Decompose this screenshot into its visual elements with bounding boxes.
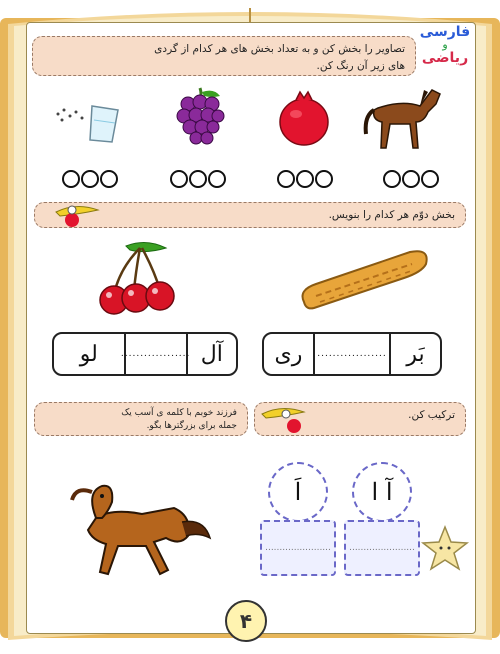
instruction-banner-1 [32,36,416,76]
instruction-1-line-1: تصاویر را بخش کن و به تعداد بخش های هر کدام از گردی [154,43,405,55]
syllable-first: آل [186,334,236,374]
circle[interactable] [296,170,314,188]
logo-math: ریاضی [421,50,469,66]
blank-answer-bread[interactable]: .................. [313,334,389,374]
instruction-3-left-line-1: فرزند خوبم با کلمه ی آسب یک [121,408,237,418]
circle[interactable] [383,170,401,188]
circle[interactable] [62,170,80,188]
circle[interactable] [100,170,118,188]
instruction-3-left-line-2: جمله برای بزرگترها بگو. [146,421,237,431]
circle[interactable] [277,170,295,188]
syllable-last: لو [79,341,98,367]
circle[interactable] [315,170,333,188]
running-horse-icon [62,478,212,586]
subject-logo [416,24,474,66]
letter-cloud-2: اَ [268,462,328,522]
circle[interactable] [170,170,188,188]
pencil-mascot-icon [256,402,308,436]
pomegranate-icon [276,88,332,148]
syllable-last: ری [274,341,303,367]
instruction-2-text: بخش دوّم هر کدام را بنویس. [328,209,455,221]
logo-farsi: فارسی [419,24,471,40]
syllable-first: بَر [389,334,440,374]
circles-pomegranate[interactable] [277,170,333,188]
answer-box-1[interactable]: ....................... [344,520,420,576]
pencil-mascot-icon [50,200,102,230]
instruction-3-right-text: ترکیب کن. [408,409,455,421]
blank-answer-cherry[interactable]: .................. [124,334,186,374]
instruction-1-line-2: های زیر آن رنگ کن. [316,60,405,72]
logo-and: و [442,38,448,51]
circles-horse[interactable] [383,170,439,188]
horse-icon [362,78,446,152]
circle[interactable] [189,170,207,188]
page-number: ۴ [225,600,267,642]
cherries-icon [90,238,190,318]
letter-cloud-1: آ ا [352,462,412,522]
circles-grapes[interactable] [170,170,226,188]
circles-glass[interactable] [62,170,118,188]
circle[interactable] [208,170,226,188]
barbari-bread-icon [294,246,434,316]
answer-box-2[interactable]: ....................... [260,520,336,576]
star-icon [420,524,470,574]
instruction-banner-3-left [34,402,248,436]
circle[interactable] [421,170,439,188]
circle[interactable] [81,170,99,188]
grapes-icon [174,86,228,150]
glass-of-water-icon [52,100,126,146]
word-box-bread [262,332,442,376]
circle[interactable] [402,170,420,188]
word-box-cherry [52,332,238,376]
